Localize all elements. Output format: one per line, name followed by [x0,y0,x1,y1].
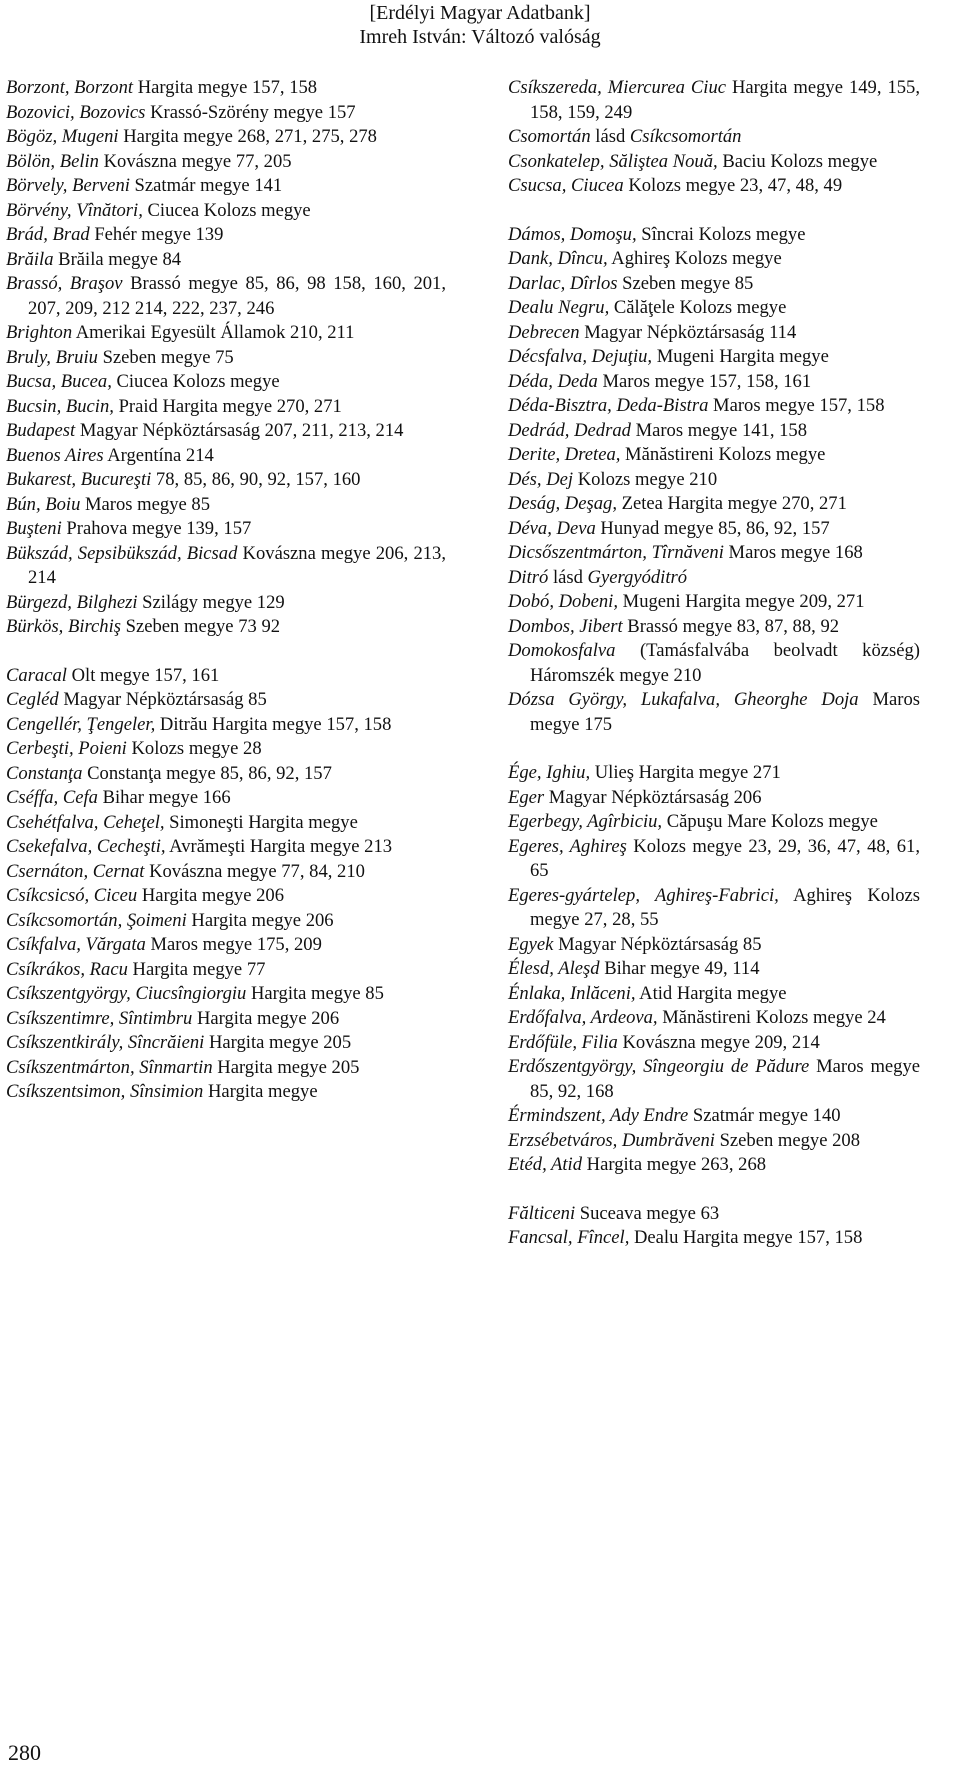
header-title: Imreh István: Változó valóság [359,26,601,48]
place-name: Csíkcsomortán, Şoimeni [6,909,187,931]
entry-details: Hargita megye 157, 158 [133,77,318,98]
entry-details: Kolozs megye 210 [573,468,718,490]
index-entry [6,909,446,934]
place-name: Cerbeşti, Poieni [6,738,127,759]
place-name: Debrecen [508,321,580,343]
place-name: Erdőszentgyörgy, Sîngeorgiu de Pădure [508,1056,810,1077]
entry-details: Olt megye 157, 161 [66,664,220,686]
index-entry [508,1006,920,1031]
entry-details: Hargita megye 206 [137,885,284,906]
index-entry [508,247,920,272]
entry-details: Hargita megye 77 [127,958,266,980]
place-name: Dés, Dej [508,468,574,490]
index-entry [508,174,920,199]
index-entry [6,199,446,224]
index-entry [6,1031,446,1056]
index-entry [6,444,446,469]
index-entry [6,1080,446,1105]
index-entry [508,835,920,884]
place-name: Dombos, Jibert [508,615,623,637]
place-name: Déda, Deda [508,370,598,392]
entry-details: Suceava megye 63 [575,1202,720,1224]
entry-details: Prahova megye 139, 157 [61,518,252,539]
entry-details: Hargita megye 206 [186,909,334,931]
index-entry [508,639,920,688]
place-name: Fancsal, Fîncel, [508,1227,630,1248]
index-entry [508,517,920,542]
index-entry [508,1226,920,1251]
place-name: Egerbegy, Agîrbiciu, [508,811,663,832]
entry-details: Maros megye 85, 92, 168 [530,1056,921,1102]
index-entry [508,1202,920,1227]
entry-details: Avrămeşti Hargita megye 213 [165,836,393,857]
cross-reference: Gyergyóditró [587,566,688,588]
entry-details: Maros megye 85 [80,493,210,515]
place-name: Cegléd [6,689,59,710]
entry-details: Maros megye 157, 158, 161 [597,370,812,392]
entry-details: Atid Hargita megye [635,982,787,1004]
place-name: Érmindszent, Ady Endre [508,1105,689,1126]
index-entry [6,835,446,860]
index-entry [508,615,920,640]
entry-details: Krassó-Szörény megye 157 [145,101,356,123]
index-entry [6,248,446,273]
entry-details: Hargita megye [203,1081,318,1102]
index-entry [6,76,446,101]
place-name: Bukarest, Bucureşti [6,469,152,490]
entry-details: Ciucea Kolozs megye [111,371,280,392]
entry-details: Kolozs megye 23, 29, 36, 47, 48, 61, 65 [530,835,920,881]
entry-details: Szeben megye 75 [97,346,234,368]
place-name: Dealu Negru, [508,297,610,318]
index-entry [508,541,920,566]
index-entry [6,321,446,346]
entry-details: Szatmár megye 141 [129,175,283,196]
page-number: 280 [8,1740,41,1765]
place-name: Egeres, Aghireş [508,835,627,857]
place-name: Darlac, Dîrlos [508,272,618,294]
place-name: Dedrád, Dedrad [508,419,631,441]
entry-details: Magyar Népköztársaság 85 [553,933,762,955]
place-name: Buenos Aires [6,444,104,466]
index-entry [6,737,446,762]
index-entry [508,125,920,150]
entry-details: Magyar Népköztársaság 207, 211, 213, 214 [75,420,404,441]
entry-details: Szeben megye 208 [714,1129,861,1151]
place-name: Erdőfüle, Filia [508,1031,618,1053]
index-entry [508,933,920,958]
entry-details: Hargita megye 268, 271, 275, 278 [118,126,377,147]
entry-details: Bihar megye 49, 114 [599,958,760,979]
place-name: Domokosfalva [508,640,616,661]
place-name: Csekefalva, Cecheşti, [6,836,166,857]
entry-details: Sîncrai Kolozs megye [636,223,806,245]
entry-details: Szeben megye 73 92 [121,616,281,637]
index-entry [6,1007,446,1032]
place-name: Csíkrákos, Racu [6,958,128,980]
place-name: Déda-Bisztra, Deda-Bistra [508,395,709,416]
place-name: Csíkfalva, Vărgata [6,934,146,955]
place-name: Décsfalva, Dejuţiu, [508,346,653,367]
entry-details: Aghireş Kolozs megye 27, 28, 55 [530,884,920,930]
place-name: Bún, Boiu [6,493,81,515]
place-name: Csonkatelep, Săliştea Nouă, [508,150,718,172]
index-entry [6,762,446,787]
entry-details: Simoneşti Hargita megye [164,811,358,833]
place-name: Deság, Deşag, [508,493,617,514]
place-name: Bucsa, Bucea, [6,371,112,392]
entry-details: Hunyad megye 85, 86, 92, 157 [595,517,830,539]
entry-details: Argentína 214 [103,444,214,466]
entry-details: Hargita megye 205 [212,1056,360,1078]
place-name: Énlaka, Inlăceni, [508,982,636,1004]
index-entry [6,419,446,444]
entry-details: Mănăstireni Kolozs megye 24 [657,1007,886,1028]
index-entry [6,933,446,958]
index-entry [6,517,446,542]
place-name: Csomortán [508,126,591,147]
index-entry [508,957,920,982]
place-name: Bürkös, Birchiş [6,616,121,637]
place-name: Csíkszereda, Miercurea Ciuc [508,77,727,98]
place-name: Börvely, Berveni [6,175,130,196]
index-entry [508,468,920,493]
index-entry [508,394,920,419]
place-name: Egeres-gyártelep, Aghireş-Fabrici, [508,884,779,906]
entry-details: Călăţele Kolozs megye [609,297,787,318]
entry-details: Zetea Hargita megye 270, 271 [616,493,847,514]
entry-details: Aghireş Kolozs megye [607,248,782,269]
entry-details: Ciucea Kolozs megye [142,199,311,221]
place-name: Déva, Deva [508,517,596,539]
place-name: Bölön, Belin [6,150,99,172]
cross-reference: Csíkcsomortán [629,126,742,147]
place-name: Ditró [508,566,549,588]
index-entry [508,982,920,1007]
index-entry [508,296,920,321]
place-name: Cséffa, Cefa [6,787,98,808]
index-entry [6,395,446,420]
entry-details: Kovászna megye 77, 205 [98,150,292,172]
entry-details: Hargita megye 205 [204,1032,352,1053]
entry-details: Kolozs megye 23, 47, 48, 49 [623,175,843,196]
entry-details: 78, 85, 86, 90, 92, 157, 160 [151,469,361,490]
index-entry [6,125,446,150]
index-entry [6,1056,446,1081]
place-name: Fălticeni [508,1202,576,1224]
entry-details: Magyar Népköztársaság 114 [579,321,797,343]
index-entry [508,810,920,835]
entry-details: Magyar Népköztársaság 206 [544,786,762,808]
place-name: Buşteni [6,518,62,539]
entry-details: Brassó megye 85, 86, 98 158, 160, 201, 207, 209, 212 214, 222, 237, 246 [28,273,446,319]
index-entry [6,174,446,199]
index-entry [508,443,920,468]
index-entry [6,370,446,395]
place-name: Dobó, Dobeni, [508,591,619,612]
index-entry [6,493,446,518]
index-entry [6,223,446,248]
entry-details: Hargita megye 206 [192,1007,340,1029]
index-entry [6,958,446,983]
entry-details: (Tamásfalvába beolvadt község) Háromszék megye 210 [530,640,920,686]
entry-details: Mugeni Hargita megye [652,346,829,367]
index-entry [508,492,920,517]
place-name: Ége, Ighiu, [508,762,591,783]
place-name: Bozovici, Bozovics [6,101,146,123]
index-entry [508,1129,920,1154]
place-name: Budapest [6,420,76,441]
entry-details: Magyar Népköztársaság 85 [58,689,267,710]
place-name: Egyek [508,933,554,955]
index-entry [508,370,920,395]
place-name: Brăila [6,248,54,270]
entry-details: Fehér megye 139 [89,224,224,245]
place-name: Borzont, Borzont [6,77,134,98]
entry-details: Maros megye 175 [530,689,920,735]
entry-details: lásd [590,126,630,147]
index-entry [6,982,446,1007]
place-name: Csíkszentimre, Sîntimbru [6,1007,193,1029]
index-entry [508,761,920,786]
place-name: Etéd, Atid [508,1154,583,1175]
entry-details: Praid Hargita megye 270, 271 [113,395,342,417]
index-entry [6,591,446,616]
entry-details: Szilágy megye 129 [137,591,285,613]
index-entry [508,590,920,615]
entry-details: Maros megye 175, 209 [145,934,322,955]
entry-details: Maros megye 141, 158 [630,419,808,441]
entry-details: Hargita megye 263, 268 [582,1154,767,1175]
index-entry [508,150,920,175]
place-name: Dámos, Domoşu, [508,223,637,245]
page-header [0,0,960,49]
index-entry [6,884,446,909]
place-name: Börvény, Vînători, [6,199,143,221]
place-name: Csíkszentkirály, Sîncrăieni [6,1032,205,1053]
entry-details: Kovászna megye 206, 213, 214 [28,542,446,588]
entry-details: Maros megye 168 [723,542,863,563]
place-name: Bürgezd, Bilghezi [6,591,138,613]
place-name: Bucsin, Bucin, [6,395,114,417]
entry-details: lásd [548,566,588,588]
place-name: Dicsőszentmárton, Tîrnăveni [508,542,724,563]
index-entry [6,272,446,321]
place-name: Derite, Dretea, [508,444,621,465]
header-source: [Erdélyi Magyar Adatbank] [369,2,591,24]
entry-details: Constanţa megye 85, 86, 92, 157 [82,762,332,784]
entry-details: Bihar megye 166 [97,787,231,808]
index-entry [6,688,446,713]
place-name: Cengellér, Ţengeler, [6,713,156,735]
entry-details: Kovászna megye 77, 84, 210 [144,860,365,882]
index-entry [6,346,446,371]
index-entry [6,664,446,689]
place-name: Bükszád, Sepsibükszád, Bicsad [6,542,238,564]
place-name: Dank, Dîncu, [508,248,608,269]
place-name: Csernáton, Cernat [6,860,145,882]
entry-details: Ditrău Hargita megye 157, 158 [155,713,392,735]
index-entry [6,542,446,591]
entry-details: Hargita megye 149, 155, 158, 159, 249 [530,77,921,123]
entry-details: Mugeni Hargita megye 209, 271 [618,591,865,612]
place-name: Erdőfalva, Ardeova, [508,1007,658,1028]
index-entry [508,1055,920,1104]
entry-details: Szeben megye 85 [617,272,754,294]
place-name: Csíkcsicsó, Ciceu [6,885,138,906]
index-entry [508,223,920,248]
index-entry [508,1153,920,1178]
entry-details: Brassó megye 83, 87, 88, 92 [622,615,840,637]
place-name: Csíkszentmárton, Sînmartin [6,1056,213,1078]
index-entry [508,1031,920,1056]
entry-details: Kolozs megye 28 [126,738,262,759]
place-name: Csíkszentsimon, Sînsimion [6,1081,204,1102]
index-entry [6,811,446,836]
index-entry [508,566,920,591]
index-entry [6,860,446,885]
place-name: Constanţa [6,762,83,784]
place-name: Caracal [6,664,67,686]
entry-details: Dealu Hargita megye 157, 158 [629,1227,863,1248]
entry-details: Hargita megye 85 [246,983,384,1004]
entry-details: Szatmár megye 140 [688,1105,841,1126]
index-entry [508,688,920,737]
entry-details: Brăila megye 84 [53,248,182,270]
entry-details: Căpuşu Mare Kolozs megye [662,811,878,832]
index-entry [508,786,920,811]
index-entry [6,101,446,126]
index-entry [6,150,446,175]
index-entry [508,1104,920,1129]
index-column-right [508,76,920,1251]
entry-details: Mănăstireni Kolozs megye [620,444,826,465]
index-column-left [6,76,446,1105]
place-name: Eger [508,786,545,808]
place-name: Brád, Brad [6,224,90,245]
place-name: Bögöz, Mugeni [6,126,119,147]
place-name: Csíkszentgyörgy, Ciucsîngiorgiu [6,983,247,1004]
index-entry [508,321,920,346]
place-name: Csehétfalva, Ceheţel, [6,811,165,833]
place-name: Csucsa, Ciucea [508,175,624,196]
index-entry [508,76,920,125]
index-entry [6,786,446,811]
entry-details: Kovászna megye 209, 214 [617,1031,820,1053]
index-entry [6,468,446,493]
place-name: Bruly, Bruiu [6,346,98,368]
index-entry [508,345,920,370]
place-name: Dózsa György, Lukafalva, Gheorghe Doja [508,689,859,710]
index-entry [508,272,920,297]
place-name: Brighton [6,322,73,343]
index-entry [508,884,920,933]
index-entry [508,419,920,444]
index-entry [6,615,446,640]
entry-details: Baciu Kolozs megye [717,150,878,172]
index-entry [6,713,446,738]
entry-details: Maros megye 157, 158 [708,395,885,416]
place-name: Brassó, Braşov [6,273,123,294]
entry-details: Ulieş Hargita megye 271 [590,762,781,783]
place-name: Erzsébetváros, Dumbrăveni [508,1129,715,1151]
entry-details: Amerikai Egyesült Államok 210, 211 [72,322,355,343]
place-name: Élesd, Aleşd [508,958,600,979]
